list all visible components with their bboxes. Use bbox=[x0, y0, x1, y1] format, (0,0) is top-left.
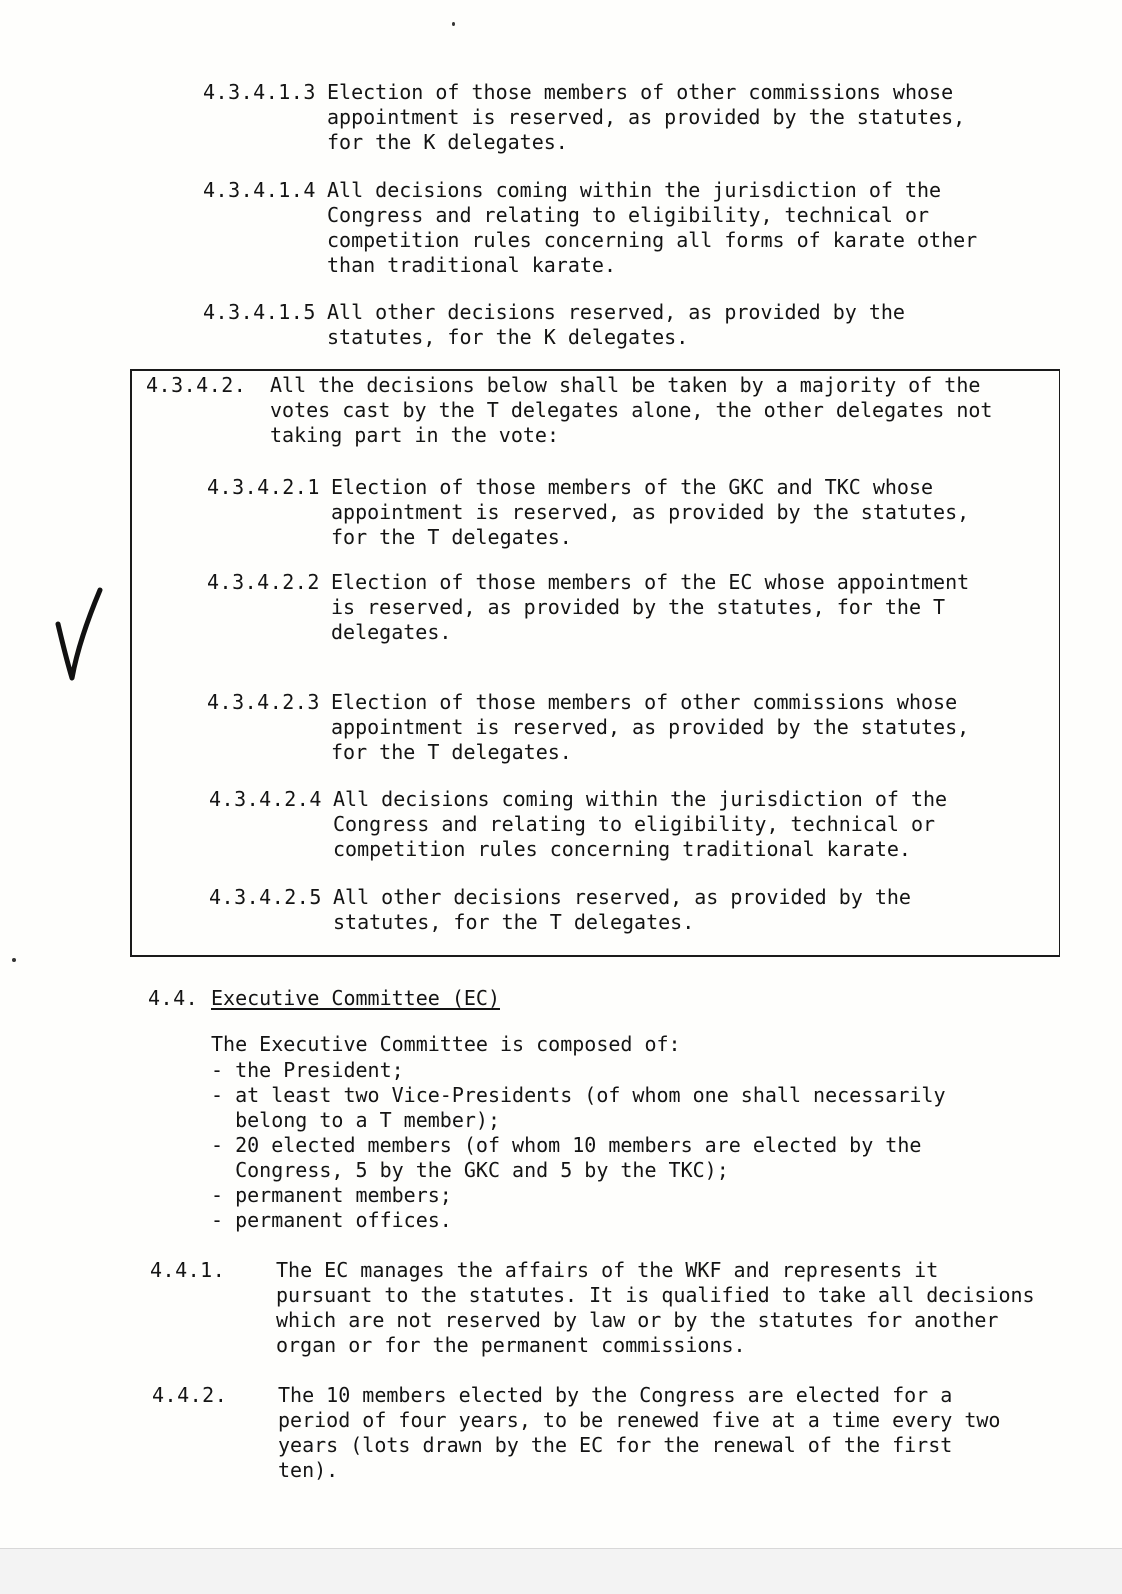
list-item: - at least two Vice-Presidents (of whom one shall necessarily belong to a T member); bbox=[211, 1083, 946, 1132]
t-delegates-box bbox=[130, 369, 1060, 957]
clause-text: All other decisions reserved, as provided by the statutes, for the T delegates. bbox=[333, 885, 911, 934]
clause-text: Election of those members of other commissions whose appointment is reserved, as provided by the statutes, for the K delegates. bbox=[327, 80, 966, 154]
clause-text: Election of those members of the GKC and TKC whose appointment is reserved, as provided by the statutes, for the T delegates. bbox=[331, 475, 970, 549]
clause-4-3-4-1-5 bbox=[203, 300, 1003, 354]
clause-number: 4.4.2. bbox=[152, 1383, 228, 1407]
clause-number: 4.3.4.1.3 bbox=[203, 80, 316, 104]
clause-4-3-4-1-4 bbox=[203, 178, 1003, 282]
list-item: - permanent members; bbox=[211, 1183, 452, 1207]
scan-speck bbox=[452, 22, 455, 26]
clause-number: 4.4.1. bbox=[150, 1258, 226, 1282]
clause-text: The EC manages the affairs of the WKF and represents it pursuant to the statutes. It is qualified to take all decisions which are not reserved by law or by the statutes for another organ or for the permanent commissions. bbox=[276, 1258, 1035, 1357]
list-item: - 20 elected members (of whom 10 members are elected by the Congress, 5 by the GKC and 5 by the TKC); bbox=[211, 1133, 922, 1182]
section-intro: The Executive Committee is composed of: bbox=[211, 1032, 681, 1056]
composition-list bbox=[211, 1058, 946, 1233]
clause-text: All decisions coming within the jurisdiction of the Congress and relating to eligibility, technical or competition rules concerning traditional karate. bbox=[333, 787, 948, 861]
clause-4-3-4-2-1 bbox=[207, 475, 1007, 555]
clause-4-4-1 bbox=[150, 1258, 1050, 1362]
clause-number: 4.3.4.2.4 bbox=[209, 787, 322, 811]
clause-number: 4.3.4.1.4 bbox=[203, 178, 316, 202]
clause-4-4-2 bbox=[152, 1383, 1052, 1487]
clause-4-3-4-2-3 bbox=[207, 690, 1007, 770]
clause-number: 4.3.4.2.1 bbox=[207, 475, 320, 499]
section-4-4 bbox=[148, 986, 1008, 1236]
clause-text: All the decisions below shall be taken by a majority of the votes cast by the T delegates alone, the other delegates not taking part in the vote: bbox=[270, 373, 993, 447]
scan-speck bbox=[12, 958, 16, 962]
clause-text: All other decisions reserved, as provided by the statutes, for the K delegates. bbox=[327, 300, 905, 349]
clause-number: 4.3.4.1.5 bbox=[203, 300, 316, 324]
list-item: - the President; bbox=[211, 1058, 404, 1082]
clause-number: 4.3.4.2.5 bbox=[209, 885, 322, 909]
clause-text: All decisions coming within the jurisdiction of the Congress and relating to eligibility, technical or competition rules concerning all forms of karate other than traditional karate. bbox=[327, 178, 978, 277]
clause-text: The 10 members elected by the Congress are elected for a period of four years, to be renewed five at a time every two years (lots drawn by the EC for the renewal of the first ten). bbox=[278, 1383, 1001, 1482]
clause-4-3-4-2 bbox=[146, 373, 1026, 453]
clause-4-3-4-1-3 bbox=[203, 80, 1003, 160]
clause-number: 4.3.4.2.2 bbox=[207, 570, 320, 594]
clause-number: 4.3.4.2.3 bbox=[207, 690, 320, 714]
clause-4-3-4-2-4 bbox=[209, 787, 1009, 867]
clause-text: Election of those members of other commissions whose appointment is reserved, as provided by the statutes, for the T delegates. bbox=[331, 690, 970, 764]
clause-text: Election of those members of the EC whose appointment is reserved, as provided by the statutes, for the T delegates. bbox=[331, 570, 970, 644]
section-heading: Executive Committee (EC) bbox=[211, 986, 500, 1010]
handwritten-checkmark-icon bbox=[52, 586, 112, 686]
clause-4-3-4-2-5 bbox=[209, 885, 1009, 939]
section-number: 4.4. bbox=[148, 986, 199, 1010]
clause-number: 4.3.4.2. bbox=[146, 373, 247, 397]
clause-4-3-4-2-2 bbox=[207, 570, 1007, 650]
scan-bottom-edge bbox=[0, 1548, 1122, 1594]
list-item: - permanent offices. bbox=[211, 1208, 452, 1232]
